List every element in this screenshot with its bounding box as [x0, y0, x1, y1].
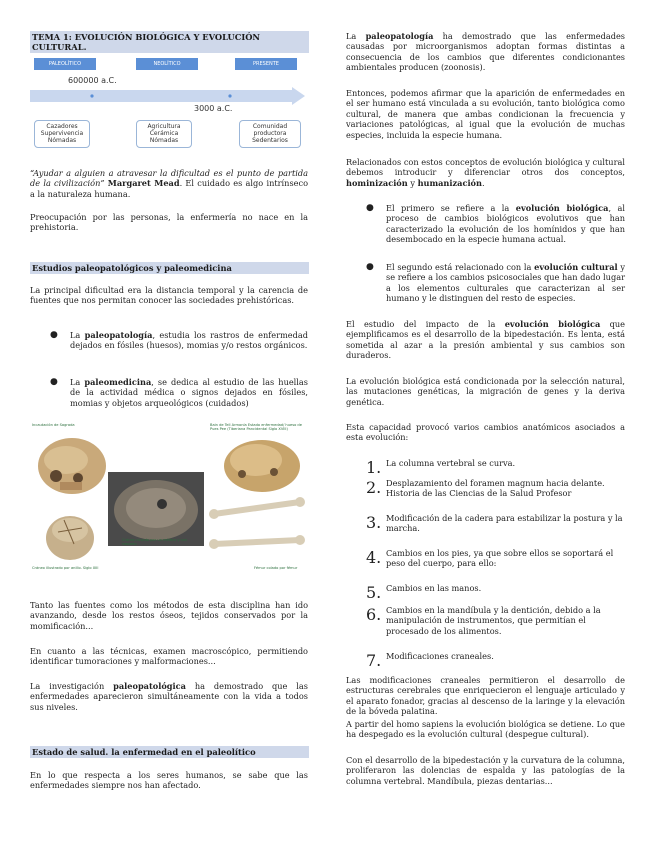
list-text: Desplazamiento del foramen magnum hacia delante. Historia de las Ciencias de la Salud Profesor — [386, 478, 605, 499]
t: El estudio del impacto de la — [346, 319, 505, 329]
caption-1: Incautación de Sagrada — [32, 423, 75, 427]
card-line: Nómadas — [149, 137, 179, 145]
caption-3: Cráneo cuvado por un médico y con raspado — [122, 538, 188, 547]
card-neolitico — [136, 120, 192, 148]
t-bold: evolución cultural — [534, 262, 618, 272]
list-number: 2. — [366, 478, 382, 497]
timeline-arrow — [30, 87, 305, 105]
year-3000: 3000 a.C. — [194, 104, 233, 113]
card-paleolitico — [34, 120, 90, 148]
t: Relacionados con estos conceptos de evolución biológica y cultural debemos introducir y diferenciar otros dos conceptos, — [346, 157, 625, 178]
list-number: 6. — [366, 605, 382, 624]
t: y se refiere a los cambios psicosociales que han dado lugar a los elementos culturales que caracterizan al ser humano y le distinguen del resto de especies. — [386, 262, 625, 304]
quote-rest: . El cuidado es algo intrínseco a la naturaleza humana. — [30, 178, 309, 199]
paragraph-aparicion: Entonces, podemos afirmar que la aparición de enfermedades en el ser humano está vinculada a su evolución, tanto biológica como cultural, de manera que ambas condicionan la frecuencia y variaciones patológicas, al igual que la evolución de muchas especies, incluida la especie humana. — [346, 88, 625, 140]
t-bold: paleopatología — [84, 330, 153, 340]
card-line: Nómadas — [47, 137, 77, 145]
bullet-dot: ● — [50, 330, 58, 340]
paragraph-preocupacion: Preocupación por las personas, la enfermería no nace en la prehistoria. — [30, 212, 308, 233]
card-line: Sedentarios — [252, 137, 288, 145]
bullet-text — [70, 377, 308, 408]
list-number: 3. — [366, 513, 382, 532]
t: ha demostrado que las enfermedades causadas por microorganismos adoptan formas distintas a consecuencia de los cambios que diferentes condicionantes ambientales producen (zoonosis). — [346, 31, 625, 73]
t: La — [70, 330, 85, 340]
bullet-dot: ● — [50, 377, 58, 387]
timeline-graphic — [30, 55, 305, 150]
t: . — [481, 177, 485, 188]
paragraph-conceptos — [346, 157, 625, 188]
t-bold: paleopatológica — [113, 681, 186, 691]
caption-4: Cráneo illustrado por anillo. Siglo XIII — [32, 566, 99, 570]
card-line: Comunidad — [252, 123, 288, 130]
t: La — [70, 377, 85, 387]
quote-author: Margaret Mead — [107, 178, 180, 189]
paragraph-impacto — [346, 319, 625, 361]
card-line: Cerámica — [149, 130, 179, 138]
t: La — [346, 31, 366, 41]
period-presente: PRESENTE — [235, 58, 297, 70]
paragraph-investigacion — [30, 681, 308, 712]
fossils-image — [30, 420, 308, 580]
list-text: Cambios en las manos. — [386, 583, 482, 593]
card-line: Supervivencia — [40, 130, 84, 138]
t: , al proceso de cambios biológicos evolutivos que han caracterizado la evolución de los homínidos y que han desembocado en la especie humana actual. — [386, 203, 625, 245]
quote-paragraph — [30, 168, 308, 199]
t: , se dedica al estudio de las huellas de la actividad médica o signos dejados en fósiles, momias y objetos arqueológicos (cuidados) — [70, 377, 309, 408]
t: y — [407, 177, 418, 188]
paragraph-dificultad: La principal dificultad era la distancia temporal y la carencia de fuentes que nos permitan conocer las sociedades prehistóricas. — [30, 285, 308, 306]
bullet-text — [386, 262, 625, 304]
list-text: Modificaciones craneales. — [386, 651, 494, 661]
year-600000: 600000 a.C. — [68, 76, 117, 85]
t-bold: paleomedicina — [84, 377, 152, 387]
list-text: Cambios en la mandíbula y la dentición, debido a la manipulación de instrumentos, que permitían el procesado de los alimentos. — [386, 605, 601, 636]
paragraph-craneales: Las modificaciones craneales permitieron el desarrollo de estructuras cerebrales que enriquecieron el lenguaje articulado y el aparato fonador, gracias al descenso de la laringe y la elevación de la bóveda palatina. — [346, 675, 625, 717]
card-presente — [239, 120, 301, 148]
paragraph-fuentes: Tanto las fuentes como los métodos de esta disciplina han ido avanzando, desde los restos óseos, tejidos conservados por la momificación... — [30, 600, 308, 631]
list-text: Modificación de la cadera para estabilizar la postura y la marcha. — [386, 513, 623, 534]
list-number: 4. — [366, 548, 382, 567]
bullet-dot: ● — [366, 262, 374, 272]
paragraph-paleopatologia — [346, 31, 625, 73]
fossils-photo-collage — [30, 420, 308, 580]
caption-5: Fémur colado por fémur — [254, 566, 298, 570]
bullet-text — [386, 203, 625, 245]
bullet-text — [70, 330, 308, 351]
card-line: Cazadores — [46, 123, 78, 130]
paragraph-bipedestacion: Con el desarrollo de la bipedestación y la curvatura de la columna, proliferaron las dolencias de espalda y las patologías de la columna vertebral. Mandíbula, piezas dentarias... — [346, 755, 625, 786]
t-bold: paleopatología — [365, 31, 434, 41]
paragraph-seres: En lo que respecta a los seres humanos, se sabe que las enfermedades siempre nos han afectado. — [30, 770, 308, 791]
section-salud: Estado de salud. la enfermedad en el paleolítico — [30, 746, 309, 758]
quote-text: “Ayudar a alguien a atravesar la dificultad es el punto de partida de la civilización” — [30, 168, 308, 189]
card-line: Agricultura — [147, 123, 181, 130]
list-number: 5. — [366, 583, 382, 602]
paragraph-tecnicas: En cuanto a las técnicas, examen macroscópico, permitiendo identificar tumoraciones y malformaciones... — [30, 646, 308, 667]
caption-2: Bain de Tell Armonía Estado enfermedad/ hueso de Pues Pee (Tiberiana Pancidental Siglo XVIII) — [210, 423, 302, 432]
t: que ejemplificamos es el desarrollo de la bipedestación. Es lenta, está sometida al azar a la presión ambiental y sus cambios son duraderos. — [346, 319, 626, 361]
card-line: productora — [253, 130, 287, 138]
t: El primero se refiere a la — [386, 203, 516, 213]
t: El segundo está relacionado con la — [386, 262, 535, 272]
t-bold: evolución biológica — [504, 319, 601, 329]
period-paleolitico: PALEOLÍTICO — [34, 58, 96, 70]
paragraph-homo-sapiens: A partir del homo sapiens la evolución biológica se detiene. Lo que ha despegado es la evolución cultural (despegue cultural). — [346, 719, 625, 740]
bullet-dot: ● — [366, 203, 374, 213]
topic-header: TEMA 1: EVOLUCIÓN BIOLÓGICA Y EVOLUCIÓN CULTURAL. — [30, 31, 309, 53]
list-number: 7. — [366, 651, 382, 670]
t-bold: hominización — [346, 177, 408, 188]
t-bold: humanización — [417, 177, 482, 188]
t-bold: evolución biológica — [515, 203, 609, 213]
paragraph-capacidad: Esta capacidad provocó varios cambios anatómicos asociados a esta evolución: — [346, 422, 625, 443]
section-estudios: Estudios paleopatológicos y paleomedicina — [30, 262, 309, 274]
paragraph-seleccion: La evolución biológica está condicionada por la selección natural, las mutaciones genéticas, la migración de genes y la deriva genética. — [346, 376, 625, 407]
list-text: La columna vertebral se curva. — [386, 458, 516, 468]
period-neolitico: NEOLÍTICO — [136, 58, 198, 70]
list-text: Cambios en los pies, ya que sobre ellos se soportará el peso del cuerpo, para ello: — [386, 548, 614, 569]
t: , estudia los rastros de enfermedad dejados en fósiles (huesos), momias y/o restos orgánicos. — [70, 330, 309, 351]
t: ha demostrado que las enfermedades aparecieron simultáneamente con la vida a todos sus niveles. — [30, 681, 308, 712]
list-number: 1. — [366, 458, 382, 477]
t: La investigación — [30, 681, 114, 691]
